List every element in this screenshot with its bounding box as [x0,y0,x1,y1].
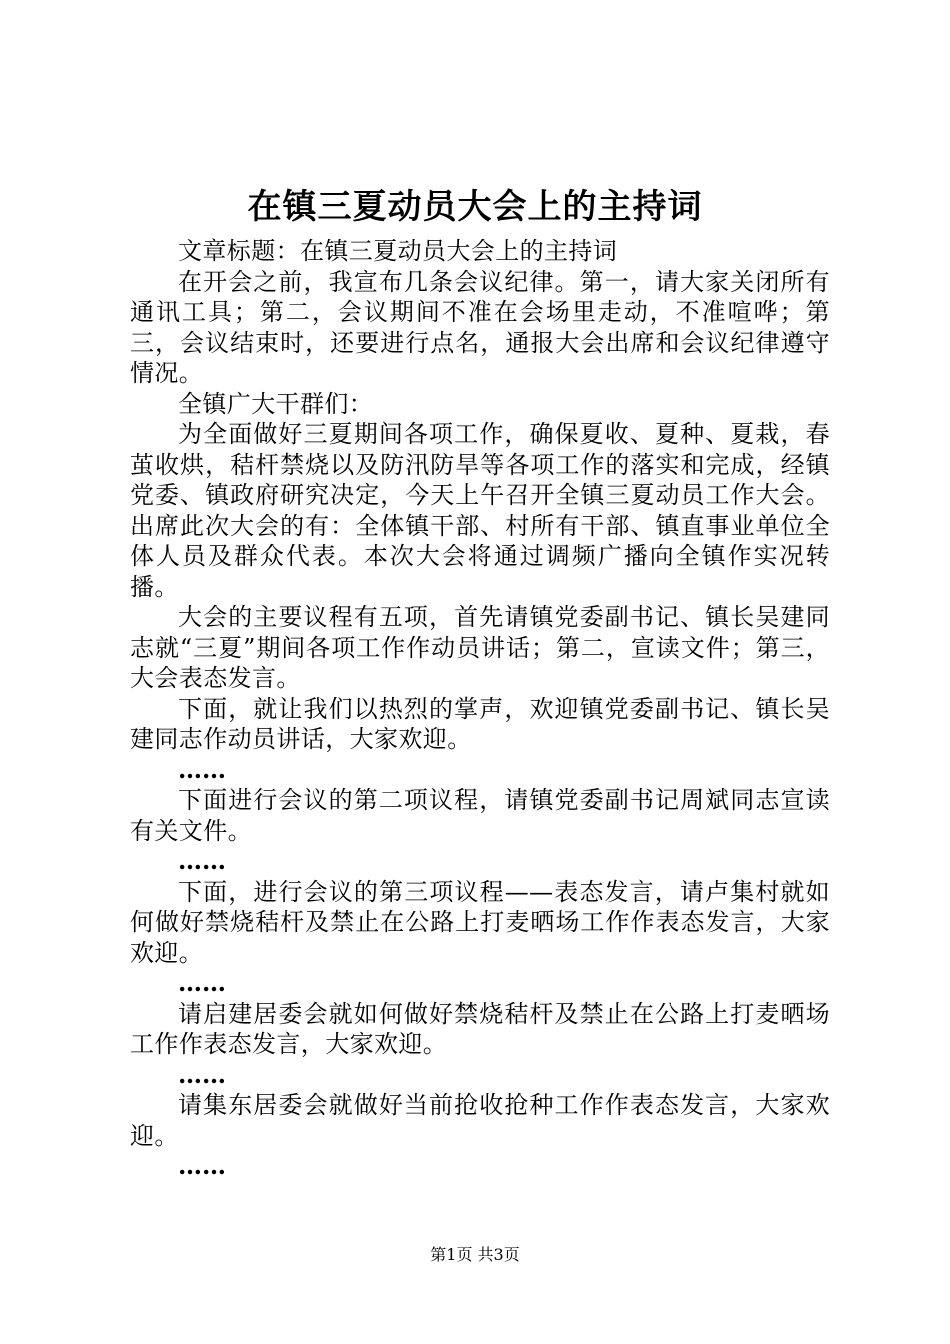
paragraph-second-item: 下面进行会议的第二项议程，请镇党委副书记周斌同志宣读有关文件。 [130,786,830,845]
paragraph-salutation: 全镇广大干群们： [178,389,374,418]
paragraph-agenda: 大会的主要议程有五项，首先请镇党委副书记、镇长吴建同志就“三夏”期间各项工作作动员讲话；第二，宣读文件；第三，大会表态发言。 [130,603,830,692]
ellipsis-marker: …… [178,1059,226,1089]
ellipsis-marker: …… [178,968,226,997]
paragraph-qijian-committee: 请启建居委会就如何做好禁烧秸杆及禁止在公路上打麦晒场工作作表态发言，大家欢迎。 [130,999,830,1058]
document-body [130,236,830,1182]
paragraph-welcome-speech: 下面，就让我们以热烈的掌声，欢迎镇党委副书记、镇长吴建同志作动员讲话，大家欢迎。 [130,694,830,753]
paragraph-article-title: 文章标题：在镇三夏动员大会上的主持词 [178,237,618,265]
page-footer: 第1页 共3页 [430,1245,520,1264]
paragraph-jidong-committee: 请集东居委会就做好当前抢收抢种工作作表态发言，大家欢迎。 [130,1091,830,1150]
document-title: 在镇三夏动员大会上的主持词 [247,187,703,227]
ellipsis-marker: …… [178,846,226,875]
ellipsis-marker: …… [178,1151,226,1180]
paragraph-meeting-purpose: 为全面做好三夏期间各项工作，确保夏收、夏种、夏栽，春茧收烘，秸杆禁烧以及防汛防旱等各项工作的落实和完成，经镇党委、镇政府研究决定，今天上午召开全镇三夏动员工作大会。出席此次大会的有：全体镇干部、村所有干部、镇直事业单位全体人员及群众代表。本次大会将通过调频广播向全镇作实况转播。 [130,420,830,601]
paragraph-meeting-rules: 在开会之前，我宣布几条会议纪律。第一，请大家关闭所有通讯工具；第二，会议期间不准在会场里走动，不准喧哗；第三，会议结束时，还要进行点名，通报大会出席和会议纪律遵守情况。 [130,267,830,387]
paragraph-third-item: 下面，进行会议的第三项议程——表态发言，请卢集村就如何做好禁烧秸杆及禁止在公路上打麦晒场工作作表态发言，大家欢迎。 [130,877,830,967]
ellipsis-marker: …… [178,754,226,784]
